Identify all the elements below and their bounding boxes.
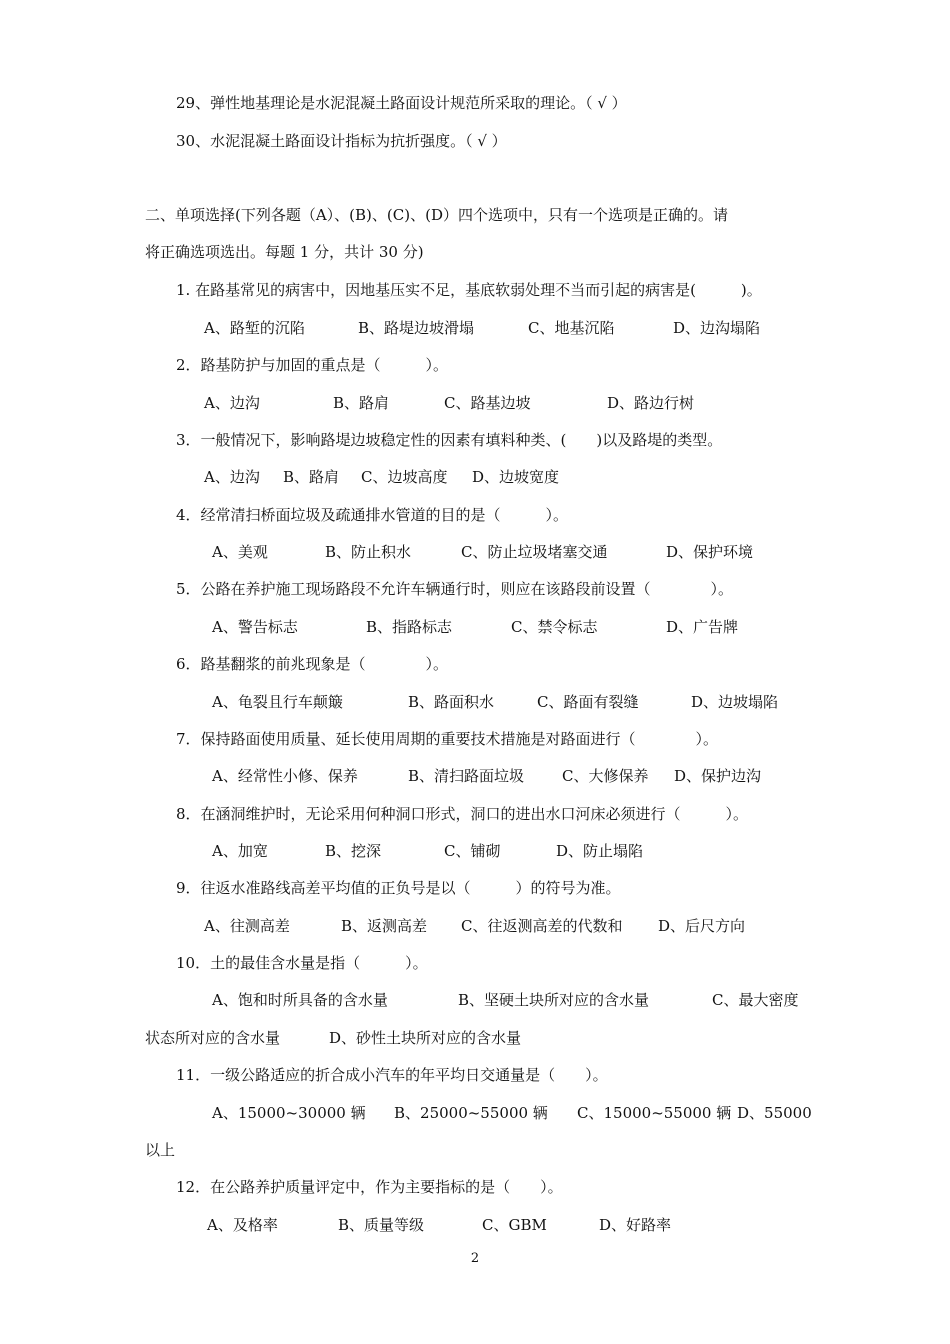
question-stem: 11．一级公路适应的折合成小汽车的年平均日交通量是（ ）。 (176, 1066, 608, 1084)
option: B、挖深 (325, 842, 382, 860)
option: C、禁令标志 (511, 618, 598, 636)
question-stem: 6．路基翻浆的前兆现象是（ ）。 (176, 655, 449, 673)
option: C、路面有裂缝 (537, 693, 639, 711)
option: D、路边行树 (607, 394, 695, 412)
option: D、广告牌 (666, 618, 739, 636)
question-stem: 4．经常清扫桥面垃圾及疏通排水管道的目的是（ ）。 (176, 506, 569, 524)
option: C、路基边坡 (444, 394, 531, 412)
option: C、边坡高度 (361, 468, 448, 486)
option: A、饱和时所具备的含水量 (212, 991, 388, 1009)
tf-item-29: 29、弹性地基理论是水泥混凝土路面设计规范所采取的理论。（ √ ） (176, 94, 627, 112)
option: C、往返测高差的代数和 (461, 917, 623, 935)
option: D、保护环境 (666, 543, 754, 561)
option: B、路面积水 (408, 693, 495, 711)
option: D、保护边沟 (674, 767, 762, 785)
option: A、经常性小修、保养 (212, 767, 358, 785)
option: D、防止塌陷 (556, 842, 644, 860)
option: B、路堤边坡滑塌 (358, 319, 475, 337)
section-heading-line2: 将正确选项选出。每题 1 分，共计 30 分) (145, 243, 424, 261)
option: B、质量等级 (338, 1216, 425, 1234)
option: B、路肩 (333, 394, 390, 412)
option: C、大修保养 (562, 767, 649, 785)
option: B、路肩 (283, 468, 340, 486)
option: A、龟裂且行车颠簸 (212, 693, 343, 711)
option: B、指路标志 (366, 618, 453, 636)
option: A、加宽 (212, 842, 268, 860)
question-stem: 12．在公路养护质量评定中，作为主要指标的是（ ）。 (176, 1178, 563, 1196)
option: B、防止积水 (325, 543, 412, 561)
question-stem: 10．土的最佳含水量是指（ ）。 (176, 954, 428, 972)
option: D、边坡宽度 (472, 468, 560, 486)
option: C、15000~55000 辆 (577, 1104, 732, 1122)
option: C、防止垃圾堵塞交通 (461, 543, 608, 561)
option-continuation: 状态所对应的含水量 (145, 1029, 281, 1047)
option: D、砂性土块所对应的含水量 (329, 1029, 522, 1047)
option: A、美观 (212, 543, 268, 561)
option: C、GBM (482, 1216, 547, 1234)
question-stem: 5．公路在养护施工现场路段不允许车辆通行时，则应在该路段前设置（ ）。 (176, 580, 734, 598)
option: A、及格率 (207, 1216, 278, 1234)
option: A、边沟 (204, 394, 260, 412)
option: B、25000~55000 辆 (394, 1104, 548, 1122)
option: B、清扫路面垃圾 (408, 767, 525, 785)
question-stem: 9．往返水准路线高差平均值的正负号是以（ ）的符号为准。 (176, 879, 621, 897)
page-number: 2 (470, 1251, 480, 1266)
option-continuation: 以上 (145, 1141, 176, 1159)
option: A、警告标志 (212, 618, 298, 636)
option: D、边坡塌陷 (691, 693, 779, 711)
option: A、边沟 (204, 468, 260, 486)
option: D、后尺方向 (658, 917, 746, 935)
option: D、55000 (737, 1104, 812, 1122)
option: B、返测高差 (341, 917, 428, 935)
option: C、铺砌 (444, 842, 501, 860)
option: B、坚硬土块所对应的含水量 (458, 991, 650, 1009)
option: D、好路率 (599, 1216, 672, 1234)
option: A、路堑的沉陷 (204, 319, 305, 337)
section-heading-line1: 二、单项选择(下列各题（A）、(B)、(C)、(D）四个选项中，只有一个选项是正确的。请 (145, 206, 728, 224)
option: A、15000~30000 辆 (212, 1104, 366, 1122)
option: D、边沟塌陷 (673, 319, 761, 337)
option: C、地基沉陷 (528, 319, 615, 337)
question-stem: 8．在涵洞维护时，无论采用何种洞口形式，洞口的进出水口河床必须进行（ ）。 (176, 805, 749, 823)
question-stem: 1. 在路基常见的病害中，因地基压实不足，基底软弱处理不当而引起的病害是( )。 (176, 281, 762, 299)
question-stem: 7．保持路面使用质量、延长使用周期的重要技术措施是对路面进行（ ）。 (176, 730, 719, 748)
question-stem: 2．路基防护与加固的重点是（ ）。 (176, 356, 449, 374)
option: C、最大密度 (712, 991, 799, 1009)
tf-item-30: 30、水泥混凝土路面设计指标为抗折强度。（ √ ） (176, 132, 507, 150)
option: A、往测高差 (204, 917, 290, 935)
question-stem: 3．一般情况下，影响路堤边坡稳定性的因素有填料种类、( )以及路堤的类型。 (176, 431, 723, 449)
